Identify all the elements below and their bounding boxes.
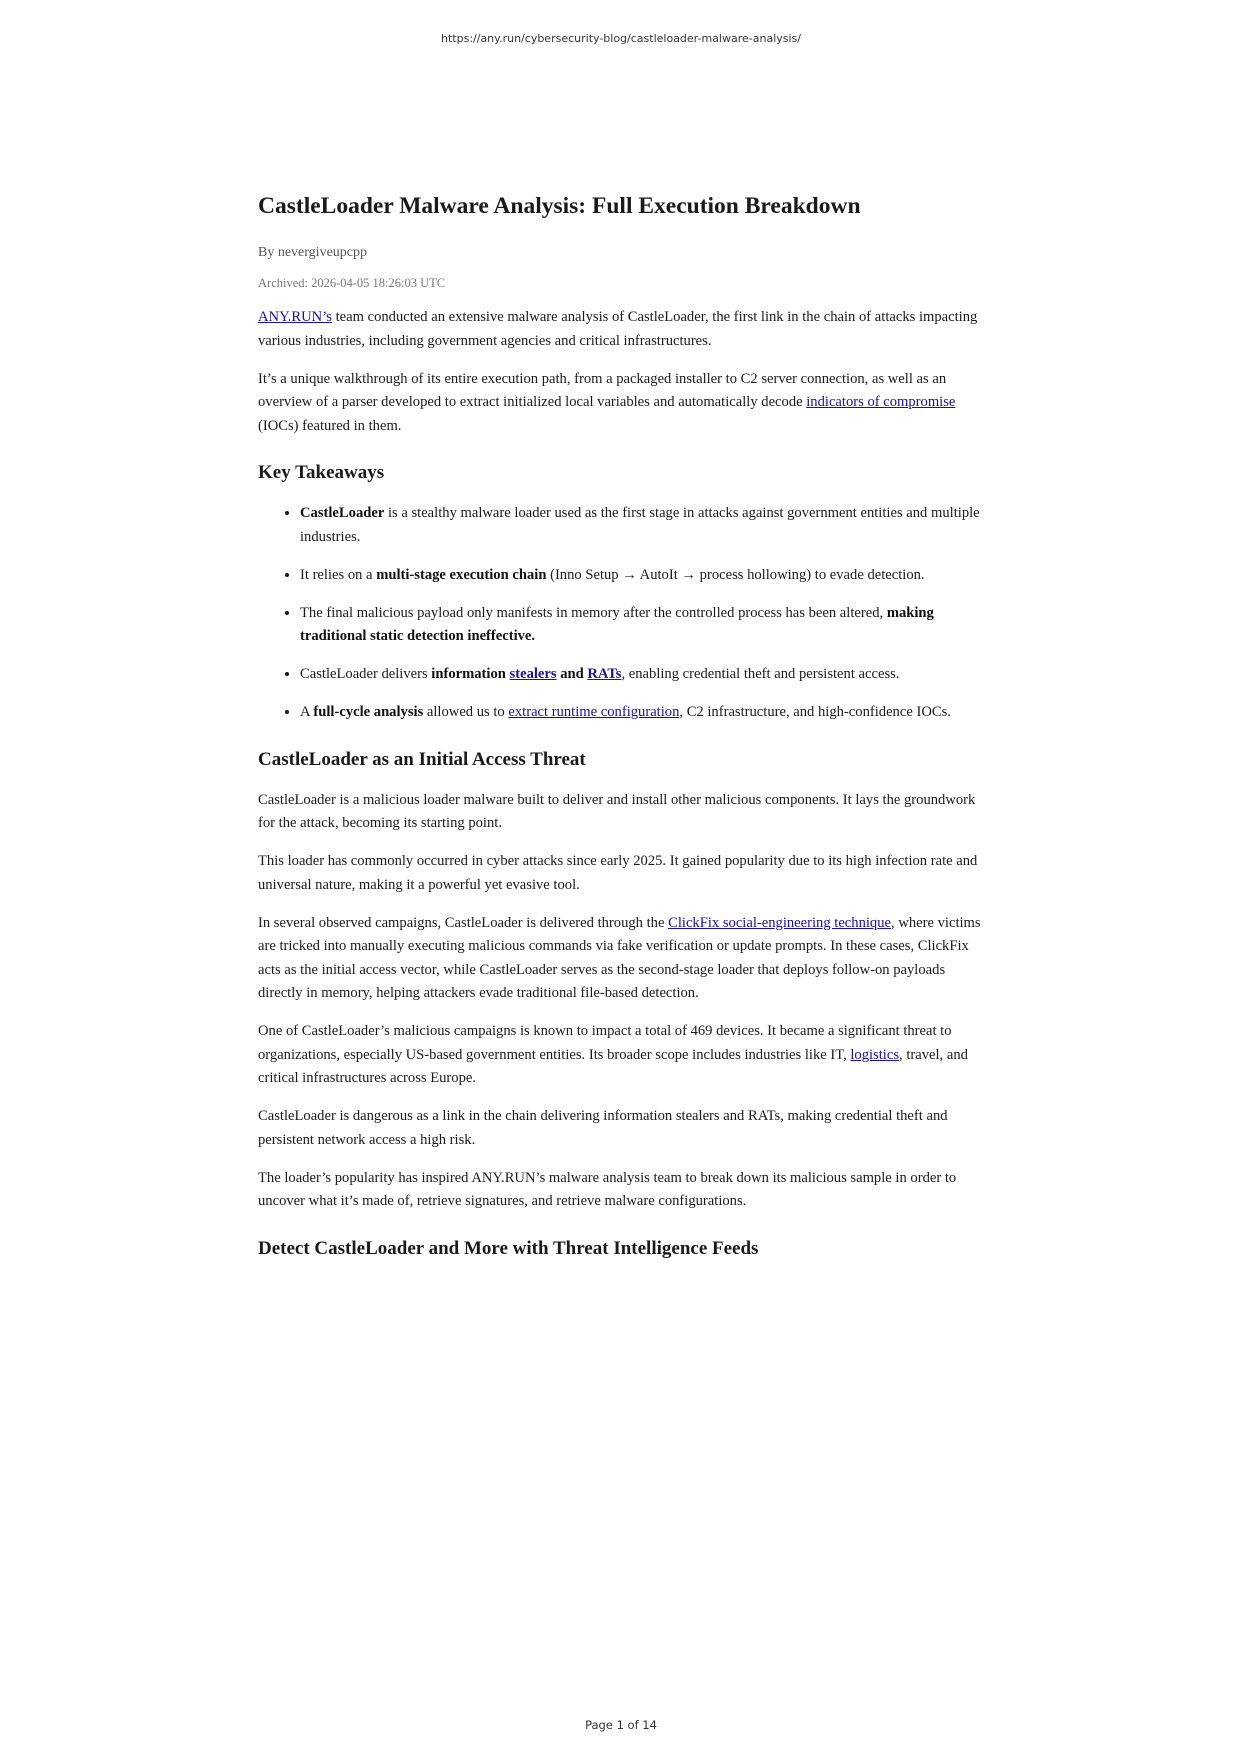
list-item: • CastleLoader is a stealthy malware loader used as the first stage in attacks against government entities and multiple industries. bbox=[300, 502, 986, 549]
page-number: Page 1 of 14 bbox=[585, 1718, 657, 1732]
threat-paragraph-1: CastleLoader is a malicious loader malware built to deliver and install other malicious components. It lays the groundwork for the attack, becoming its starting point. bbox=[258, 791, 976, 831]
extract-runtime-config-link[interactable]: extract runtime configuration bbox=[508, 704, 680, 720]
article bbox=[258, 188, 986, 1278]
stealers-link[interactable]: stealers bbox=[509, 666, 557, 682]
ioc-link[interactable]: indicators of compromise bbox=[806, 394, 956, 410]
key-takeaways-heading: Key Takeaways bbox=[258, 462, 385, 483]
anyrun-link[interactable]: ANY.RUN’s bbox=[258, 309, 332, 325]
clickfix-link[interactable]: ClickFix social-engineering technique bbox=[668, 914, 892, 931]
threat-paragraph-6: The loader’s popularity has inspired ANY.RUN’s malware analysis team to break down its malicious sample in order to uncover what it’s made of, retrieve signatures, and retrieve malware configurations. bbox=[258, 1169, 957, 1209]
logistics-link[interactable]: logistics bbox=[850, 1046, 900, 1063]
initial-access-heading: CastleLoader as an Initial Access Threat bbox=[258, 748, 586, 770]
threat-paragraph-2: This loader has commonly occurred in cyber attacks since early 2025. It gained popularity due to its high infection rate and universal nature, making it a powerful yet evasive tool. bbox=[258, 853, 978, 893]
rats-link[interactable]: RATs bbox=[587, 666, 622, 682]
key-takeaways-list bbox=[258, 502, 986, 725]
threat-paragraph-4: One of CastleLoader’s malicious campaigns is known to impact a total of 469 devices. It became a significant threat to organizations, especially US-based government entities. Its broader scope includes industries like IT, logistics, travel, and critical infrastructures across Europe. bbox=[258, 1023, 968, 1086]
list-item: • The final malicious payload only manifests in memory after the controlled process has been altered, making traditional static detection ineffective. bbox=[300, 602, 986, 649]
byline: By nevergiveupcpp bbox=[258, 245, 367, 260]
threat-paragraph-5: CastleLoader is dangerous as a link in the chain delivering information stealers and RATs, making credential theft and persistent network access a high risk. bbox=[258, 1108, 948, 1148]
page-url: https://any.run/cybersecurity-blog/castleloader-malware-analysis/ bbox=[441, 32, 801, 45]
threat-paragraph-3: In several observed campaigns, CastleLoader is delivered through the ClickFix social-engineering technique, where victims are tricked into manually executing malicious commands via fake verification or update prompts. In these cases, ClickFix acts as the initial access vector, while CastleLoader serves as the second-stage loader that deploys follow-on payloads directly in memory, helping attackers evade traditional file-based detection. bbox=[258, 914, 981, 1001]
archived-timestamp: Archived: 2026-04-05 18:26:03 UTC bbox=[258, 276, 446, 290]
detect-heading: Detect CastleLoader and More with Threat Intelligence Feeds bbox=[258, 1237, 759, 1259]
article-title: CastleLoader Malware Analysis: Full Execution Breakdown bbox=[258, 193, 861, 219]
intro-paragraph-2: It’s a unique walkthrough of its entire execution path, from a packaged installer to C2 server connection, as well as an overview of a parser developed to extract initialized local variables and automatically decode indicators of compromise (IOCs) featured in them. bbox=[258, 370, 956, 434]
list-item: • A full-cycle analysis allowed us to extract runtime configuration, C2 infrastructure, and high-confidence IOCs. bbox=[300, 701, 986, 725]
list-item: • CastleLoader delivers information stealers and RATs, enabling credential theft and persistent access. bbox=[300, 663, 986, 687]
list-item: • It relies on a multi-stage execution chain (Inno Setup → AutoIt → process hollowing) to evade detection. bbox=[300, 564, 986, 588]
intro-paragraph-1: ANY.RUN’s team conducted an extensive malware analysis of CastleLoader, the first link in the chain of attacks impacting various industries, including government agencies and critical infrastructures. bbox=[258, 309, 978, 349]
